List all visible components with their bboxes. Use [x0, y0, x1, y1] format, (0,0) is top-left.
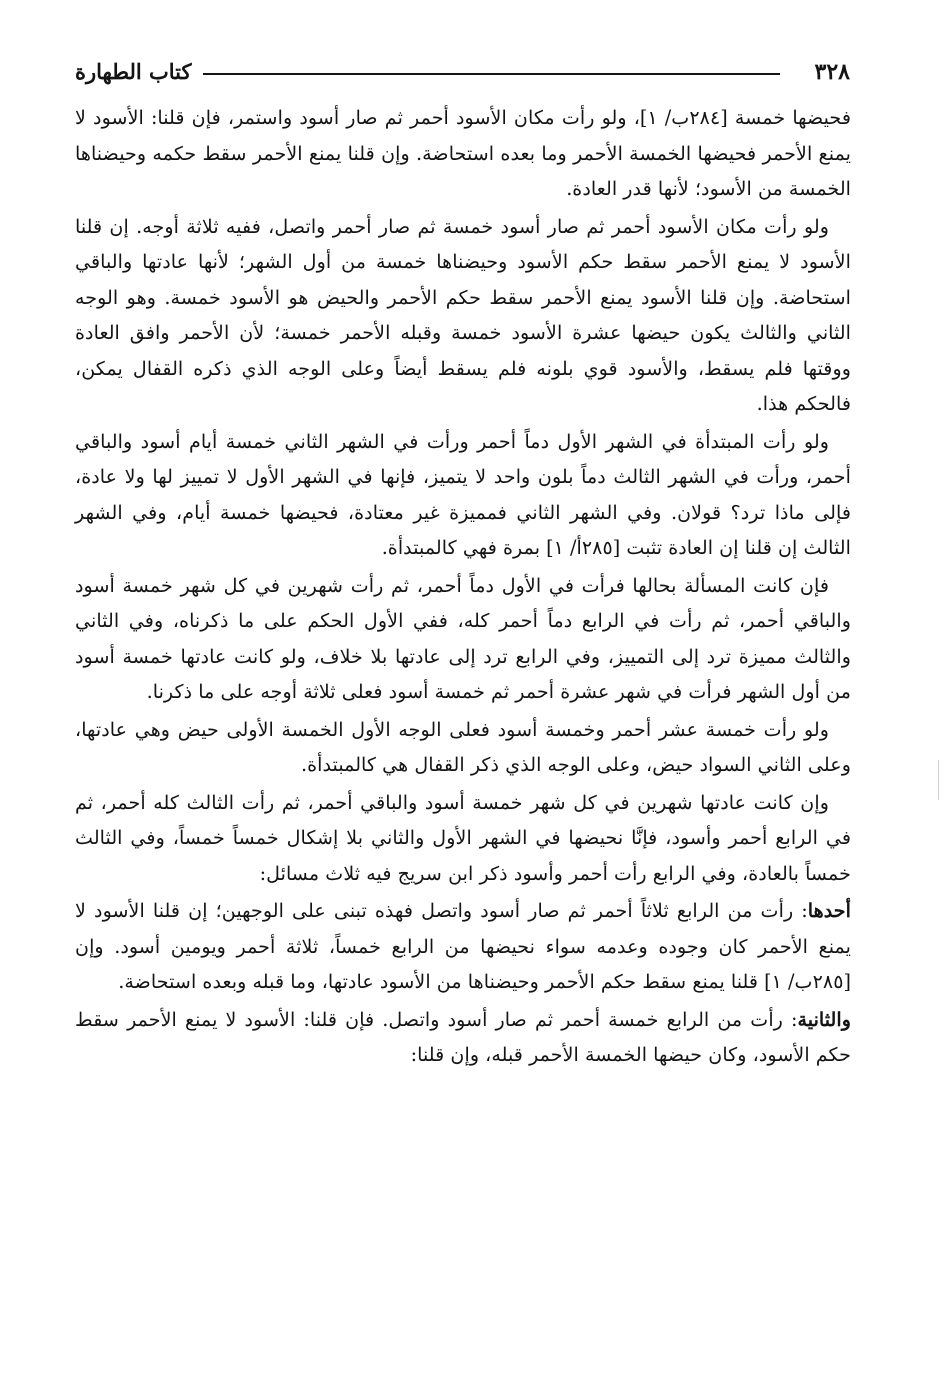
paragraph-3: [75, 424, 851, 566]
paragraph-8: [75, 1002, 851, 1073]
paragraph-text: : رأت من الرابع ثلاثاً أحمر ثم صار أسود واتصل فهذه تبنى على الوجهين؛ إن قلنا الأسود لا يمنع الأحمر كان وجوده وعدمه سواء نحيضها من الرابع خمساً، ثلاثة أحمر ويومين أسود. وإن [٢٨٥ب/ ١] قلنا يمنع سقط حكم الأحمر وحيضناها من الأسود عادتها، وما قبله وبعده استحاضة.: [75, 899, 851, 993]
paragraph-text: فإن كانت المسألة بحالها فرأت في الأول دماً أحمر، ثم رأت شهرين في كل شهر خمسة أسود والباقي أحمر، ثم رأت في الرابع دماً أحمر كله، ففي الأول الحكم على ما ذكرناه، وفي الثاني والثالث مميزة ترد إلى التمييز، وفي الرابع ترد إلى عادتها بلا خلاف، ولو كانت عادتها خمسة أسود من أول الشهر فرأت في شهر عشرة أحمر ثم خمسة أسود فعلى ثلاثة أوجه على ما ذكرنا.: [75, 573, 851, 703]
paragraph-2: [75, 209, 851, 422]
paragraph-7: [75, 893, 851, 1000]
running-header: [75, 58, 850, 90]
page-edge-mark: [938, 760, 939, 800]
paragraph-5: [75, 712, 851, 783]
paragraph-6: [75, 785, 851, 892]
paragraph-text: وإن كانت عادتها شهرين في كل شهر خمسة أسود والباقي أحمر، ثم رأت الثالث كله أحمر، ثم في الرابع أحمر وأسود، فإنَّا نحيضها في الشهر الأول والثاني بلا إشكال خمساً خمساً، وفي الثالث خمساً بالعادة، وفي الرابع رأت أحمر وأسود ذكر ابن سريج فيه ثلاث مسائل:: [75, 790, 851, 885]
paragraph-text: : رأت من الرابع خمسة أحمر ثم صار أسود واتصل. فإن قلنا: الأسود لا يمنع الأحمر سقط حكم الأسود، وكان حيضها الخمسة الأحمر قبله، وإن قلنا:: [75, 1007, 851, 1066]
book-title: كتاب الطهارة: [75, 59, 192, 84]
body-text: [75, 100, 851, 1073]
paragraph-4: [75, 568, 851, 710]
paragraph-lead: أحدها: [807, 899, 851, 922]
paragraph-lead: والثانية: [797, 1007, 851, 1031]
paragraph-text: ولو رأت المبتدأة في الشهر الأول دماً أحمر ورأت في الشهر الثاني خمسة أيام أسود والباقي أحمر، ورأت في الشهر الثالث دماً بلون واحد لا يتميز، فإنها في الشهر الأول لا تمييز لها ولا عادة، فإلى ماذا ترد؟ قولان. وفي الشهر الثاني فمميزة غير معتادة، فحيضها خمسة أيام، وفي الشهر الثالث إن قلنا إن العادة تثبت [٢٨٥أ/ ١] بمرة فهي كالمبتدأة.: [75, 429, 851, 559]
page-number: ٣٢٨: [814, 59, 850, 85]
paragraph-text: ولو رأت مكان الأسود أحمر ثم صار أسود خمسة ثم صار أحمر واتصل، ففيه ثلاثة أوجه. إن قلنا الأسود لا يمنع الأحمر سقط حكم الأسود وحيضناها خمسة من أول الشهر؛ لأنها عادتها والباقي استحاضة. وإن قلنا الأسود يمنع الأحمر سقط حكم الأحمر والحيض هو الأسود خمسة. وهو الوجه الثاني والثالث يكون حيضها عشرة الأسود خمسة وقبله الأحمر خمسة؛ لأن الأحمر وافق العادة ووقتها فلم يسقط، والأسود قوي بلونه فلم يسقط أيضاً وعلى الوجه الذي ذكره القفال يمكن، فالحكم هذا.: [75, 214, 851, 415]
paragraph-text: فحيضها خمسة [٢٨٤ب/ ١]، ولو رأت مكان الأسود أحمر ثم صار أسود واستمر، فإن قلنا: الأسود لا يمنع الأحمر فحيضها الخمسة الأحمر وما بعده استحاضة. وإن قلنا يمنع الأحمر سقط حكمه وحيضناها الخمسة من الأسود؛ لأنها قدر العادة.: [75, 106, 851, 200]
paragraph-1: [75, 100, 851, 207]
header-rule: [203, 73, 780, 75]
paragraph-text: ولو رأت خمسة عشر أحمر وخمسة أسود فعلى الوجه الأول الخمسة الأولى حيض وهي عادتها، وعلى الثاني السواد حيض، وعلى الوجه الذي ذكر القفال هي كالمبتدأة.: [75, 717, 851, 776]
